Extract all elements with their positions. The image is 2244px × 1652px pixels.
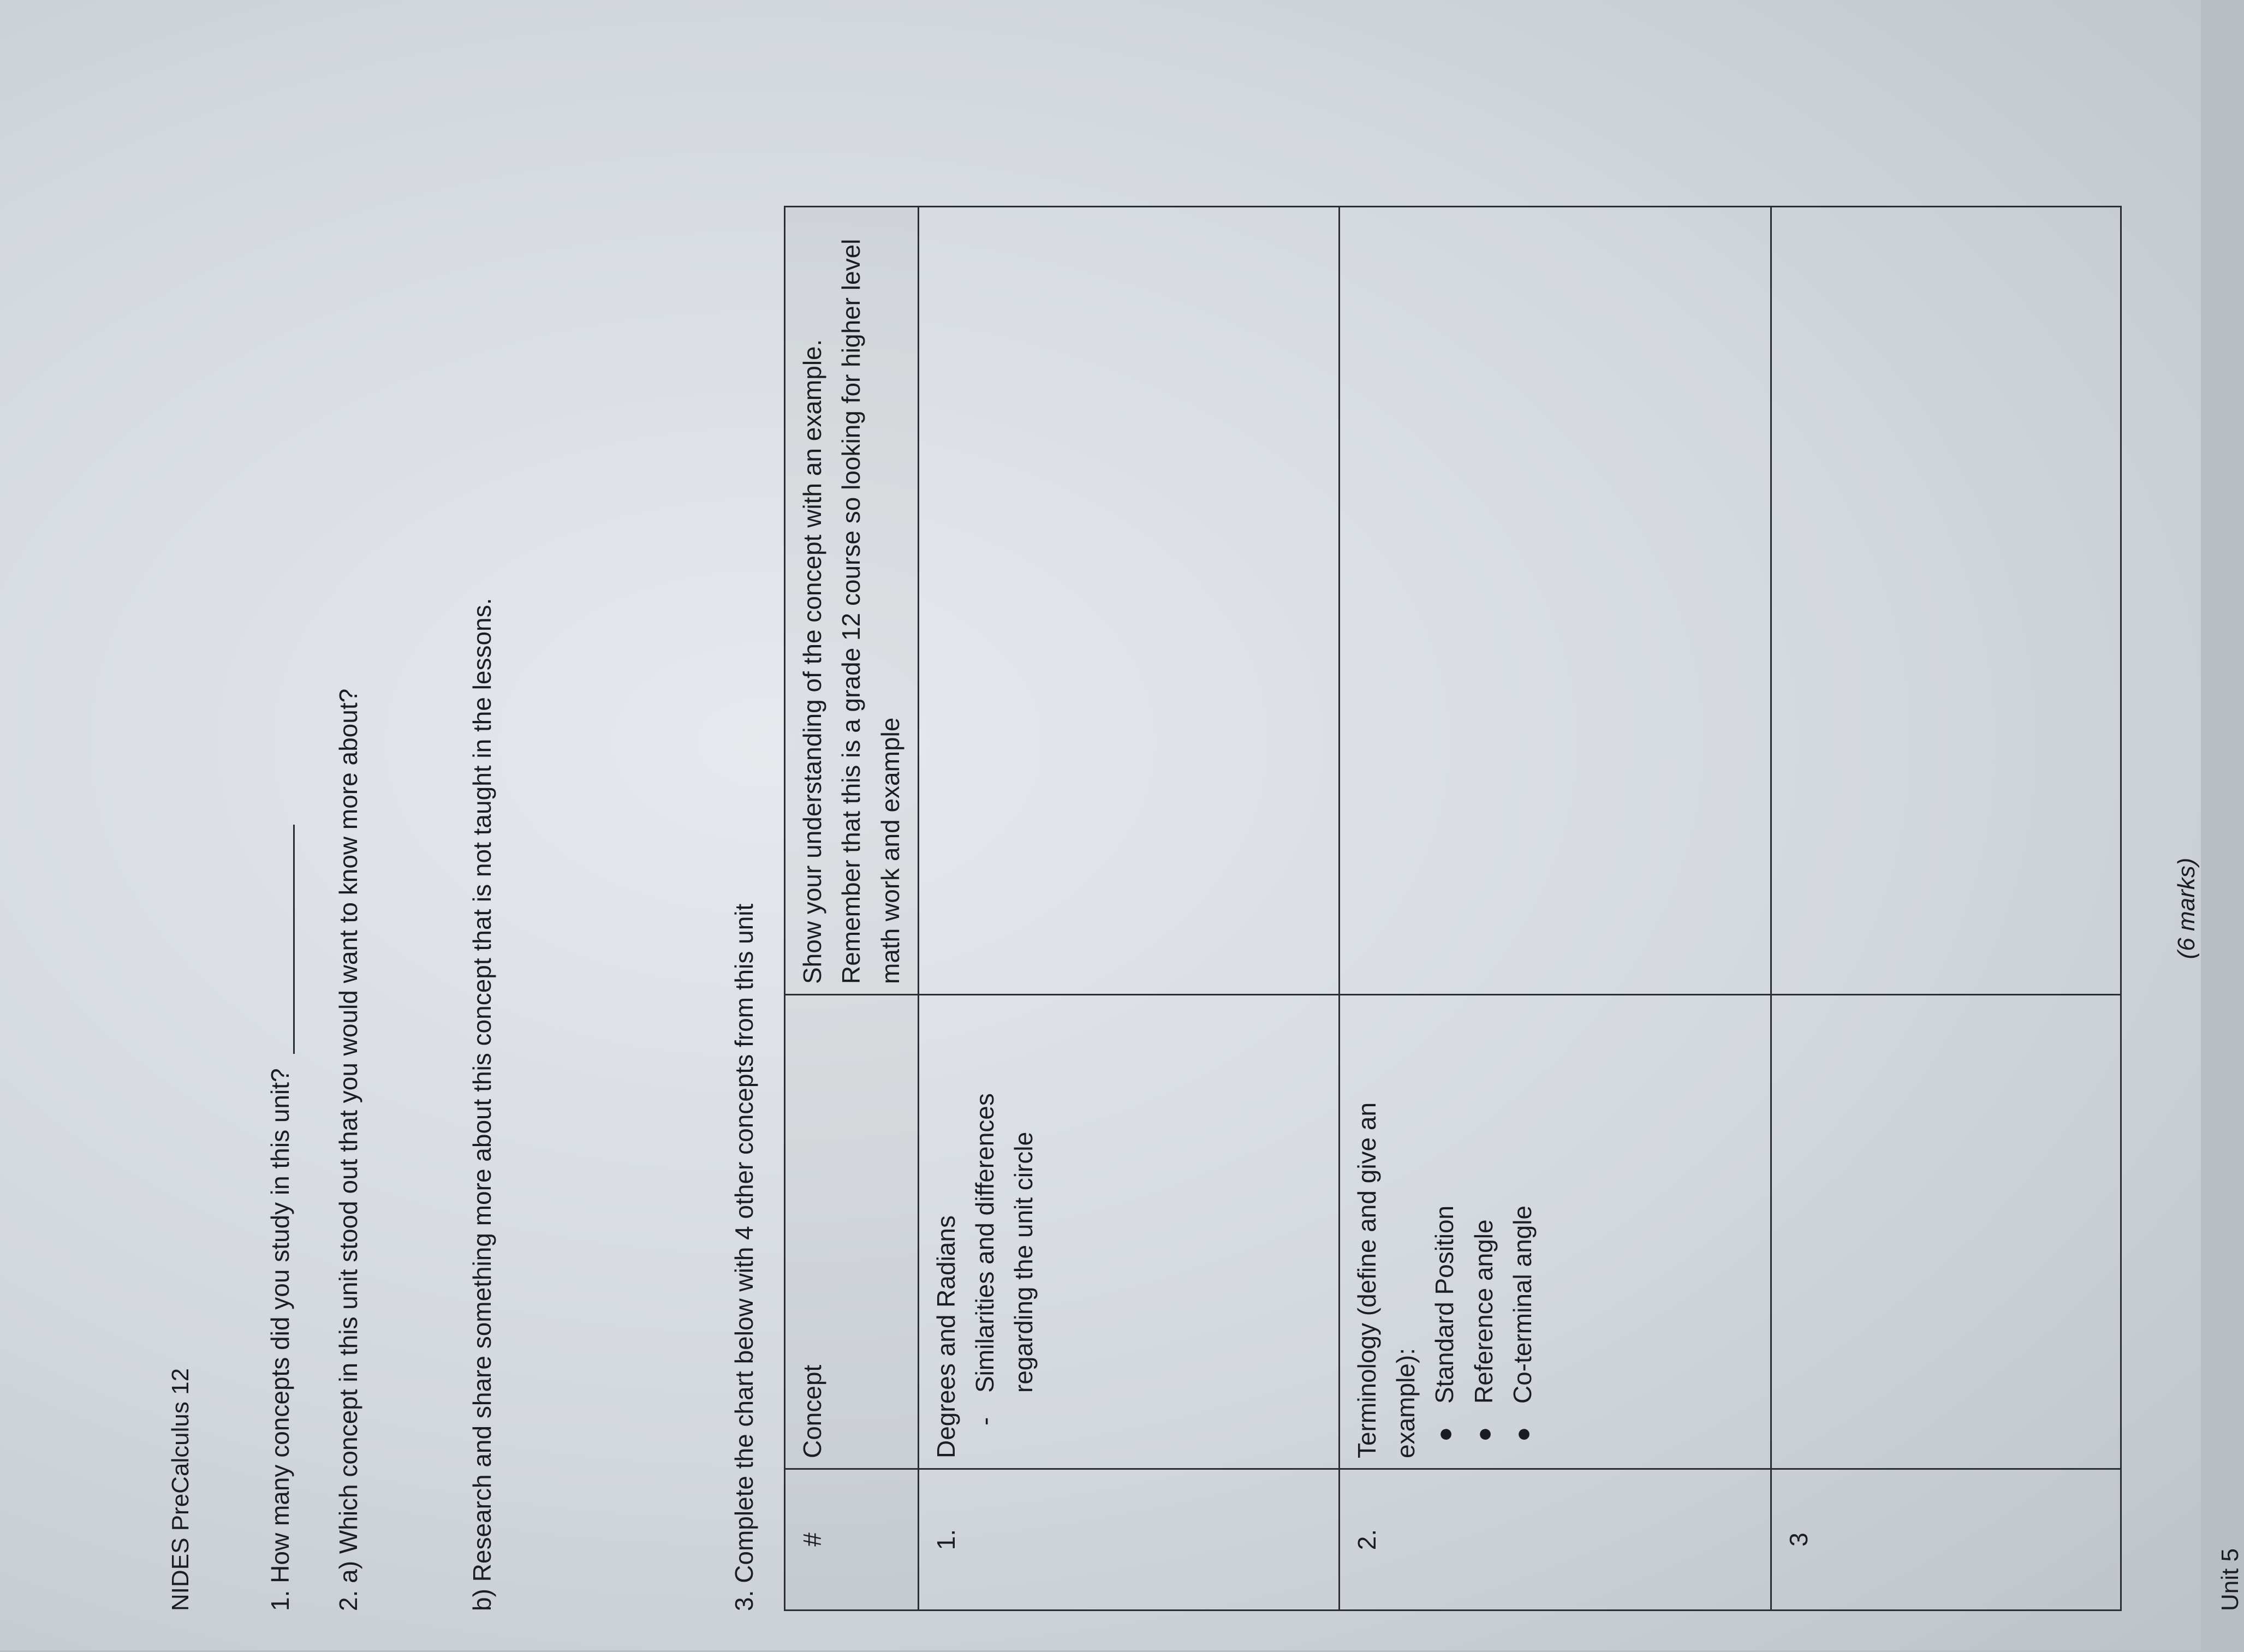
table-row [918, 207, 1339, 1611]
row-number: 3 [1771, 1469, 2121, 1611]
question-1 [265, 825, 295, 1611]
header-understanding: Show your understanding of the concept with an example. Remember that this is a grade 12 course so looking for higher level math work and example [785, 207, 919, 995]
bullet-icon: ● [1508, 1427, 1537, 1442]
question-2a: 2. a) Which concept in this unit stood out that you would want to know more about? [334, 688, 362, 1611]
chart-header-row [785, 207, 919, 1611]
list-item-text: Co-terminal angle [1508, 1205, 1537, 1404]
concept-detail [966, 1005, 1044, 1426]
course-title: NIDES PreCalculus 12 [167, 1368, 194, 1611]
question-3: 3. Complete the chart below with 4 other concepts from this unit [730, 903, 758, 1611]
concept-title: Terminology (define and give an example): [1352, 1102, 1420, 1458]
answer-cell[interactable] [1339, 207, 1771, 995]
list-item [1503, 1005, 1542, 1458]
concept-detail-text: Similarities and differences regarding the unit circle [971, 1093, 1038, 1393]
question-1-text: 1. How many concepts did you study in this unit? [266, 1068, 294, 1611]
concept-cell [918, 995, 1339, 1469]
answer-blank-line[interactable] [271, 825, 295, 1054]
header-number: # [785, 1469, 919, 1611]
table-row [1771, 207, 2121, 1611]
dash-marker: - [971, 1417, 999, 1426]
terminology-list [1425, 1005, 1542, 1458]
list-item [1425, 1005, 1464, 1458]
worksheet-page [55, 42, 2243, 1652]
answer-cell[interactable] [1771, 207, 2121, 995]
unit-footer: Unit 5 [2217, 1548, 2243, 1611]
header-concept: Concept [785, 995, 919, 1469]
answer-cell[interactable] [918, 207, 1339, 995]
row-number: 1. [918, 1469, 1339, 1611]
bullet-icon: ● [1469, 1427, 1498, 1442]
question-2b: b) Research and share something more about this concept that is not taught in the lessons. [468, 598, 496, 1611]
concept-title: Degrees and Radians [931, 1215, 960, 1458]
concept-cell [1339, 995, 1771, 1469]
bullet-icon: ● [1430, 1427, 1459, 1442]
concept-cell[interactable] [1771, 995, 2121, 1469]
list-item-text: Standard Position [1430, 1205, 1459, 1404]
marks-label: (6 marks) [2173, 857, 2200, 959]
table-row [1339, 207, 1771, 1611]
list-item [1465, 1005, 1503, 1458]
row-number: 2. [1339, 1469, 1771, 1611]
list-item-text: Reference angle [1469, 1219, 1498, 1404]
concept-chart [784, 206, 2122, 1611]
